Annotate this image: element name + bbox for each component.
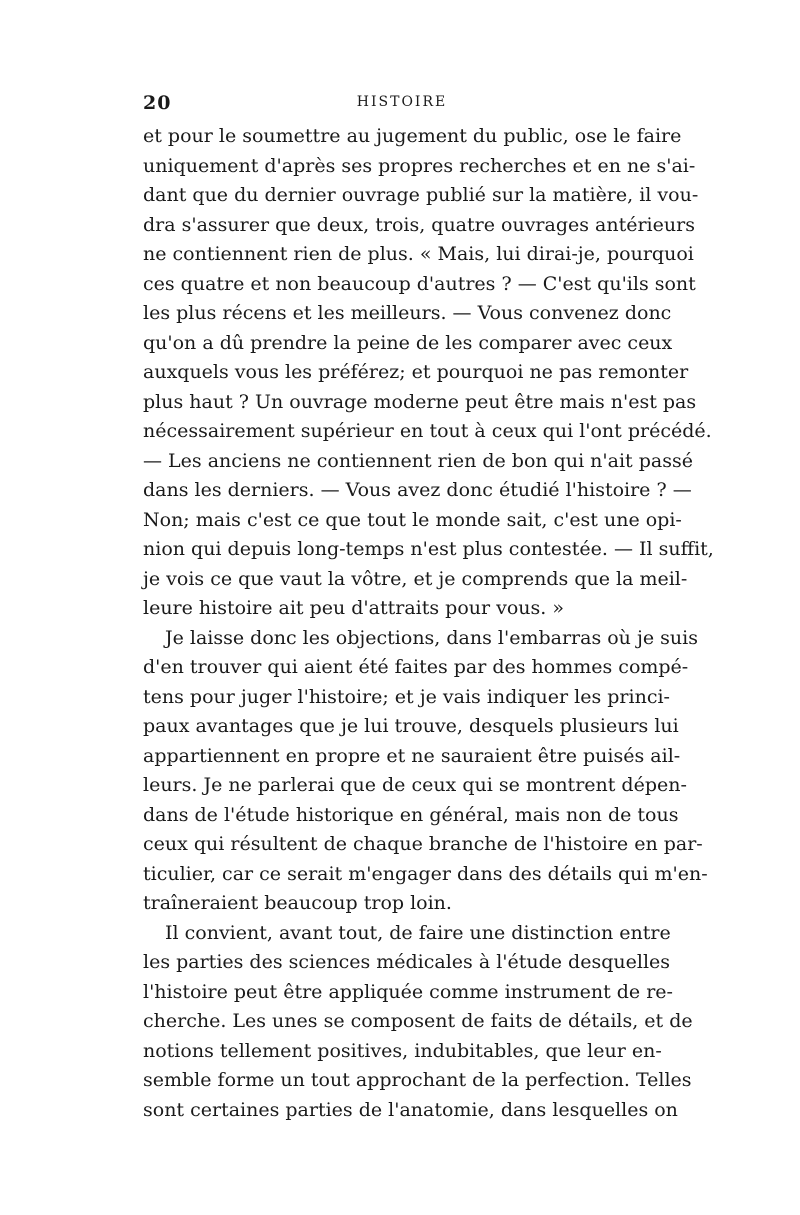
text-line: dra s'assurer que deux, trois, quatre ouvrages antérieurs xyxy=(143,213,695,236)
text-line: d'en trouver qui aient été faites par des hommes compé- xyxy=(143,656,689,678)
text-line: Je laisse donc les objections, dans l'embarras où je suis xyxy=(165,626,698,649)
text-line: Non; mais c'est ce que tout le monde sait, c'est une opi- xyxy=(143,508,682,531)
text-line: et pour le soumettre au jugement du public, ose le faire xyxy=(143,125,682,147)
text-line: les plus récens et les meilleurs. — Vous convenez donc xyxy=(143,302,672,324)
text-line: nécessairement supérieur en tout à ceux qui l'ont précédé. xyxy=(143,420,712,442)
text-line: semble forme un tout approchant de la perfection. Telles xyxy=(143,1069,692,1091)
text-line: — Les anciens ne contiennent rien de bon qui n'ait passé xyxy=(143,449,693,472)
text-line: auxquels vous les préférez; et pourquoi ne pas remonter xyxy=(143,361,689,383)
text-line: ne contiennent rien de plus. « Mais, lui dirai-je, pourquoi xyxy=(143,243,694,265)
running-head: HISTOIRE xyxy=(356,94,448,110)
text-line: cherche. Les unes se composent de faits de détails, et de xyxy=(143,1010,693,1032)
text-line: leure histoire ait peu d'attraits pour vous. » xyxy=(143,597,564,619)
body-text xyxy=(143,122,714,1125)
text-line: dans de l'étude historique en général, mais non de tous xyxy=(143,803,679,826)
text-line: ces quatre et non beaucoup d'autres ? — C'est qu'ils sont xyxy=(143,272,696,295)
paragraph-3 xyxy=(143,919,693,1126)
text-line: les parties des sciences médicales à l'étude desquelles xyxy=(143,951,671,973)
text-line: plus haut ? Un ouvrage moderne peut être mais n'est pas xyxy=(143,390,697,413)
text-line: paux avantages que je lui trouve, desquels plusieurs lui xyxy=(143,715,679,737)
text-line: traîneraient beaucoup trop loin. xyxy=(143,892,452,914)
text-line: appartiennent en propre et ne sauraient être puisés ail- xyxy=(143,744,681,767)
text-line: l'histoire peut être appliquée comme instrument de re- xyxy=(143,980,673,1003)
text-line: leurs. Je ne parlerai que de ceux qui se montrent dépen- xyxy=(143,774,687,796)
text-line: uniquement d'après ses propres recherches et en ne s'ai- xyxy=(143,154,696,177)
text-line: nion qui depuis long-temps n'est plus contestée. — Il suffit, xyxy=(143,538,714,560)
page-header xyxy=(143,92,661,116)
text-line: notions tellement positives, indubitables, que leur en- xyxy=(143,1039,662,1062)
text-line: qu'on a dû prendre la peine de les comparer avec ceux xyxy=(143,331,673,354)
text-line: je vois ce que vaut la vôtre, et je comprends que la meil- xyxy=(143,567,688,590)
text-line: ceux qui résultent de chaque branche de l'histoire en par- xyxy=(143,833,703,855)
page-number: 20 xyxy=(143,92,172,114)
text-line: dant que du dernier ouvrage publié sur la matière, il vou- xyxy=(143,184,699,206)
text-line: tens pour juger l'histoire; et je vais indiquer les princi- xyxy=(143,685,670,708)
text-line: ticulier, car ce serait m'engager dans des détails qui m'en- xyxy=(143,862,708,885)
text-line: sont certaines parties de l'anatomie, dans lesquelles on xyxy=(143,1098,678,1121)
paragraph-2 xyxy=(143,624,708,919)
text-line: dans les derniers. — Vous avez donc étudié l'histoire ? — xyxy=(143,479,692,501)
paragraph-1 xyxy=(143,122,714,624)
text-line: Il convient, avant tout, de faire une distinction entre xyxy=(165,921,671,944)
